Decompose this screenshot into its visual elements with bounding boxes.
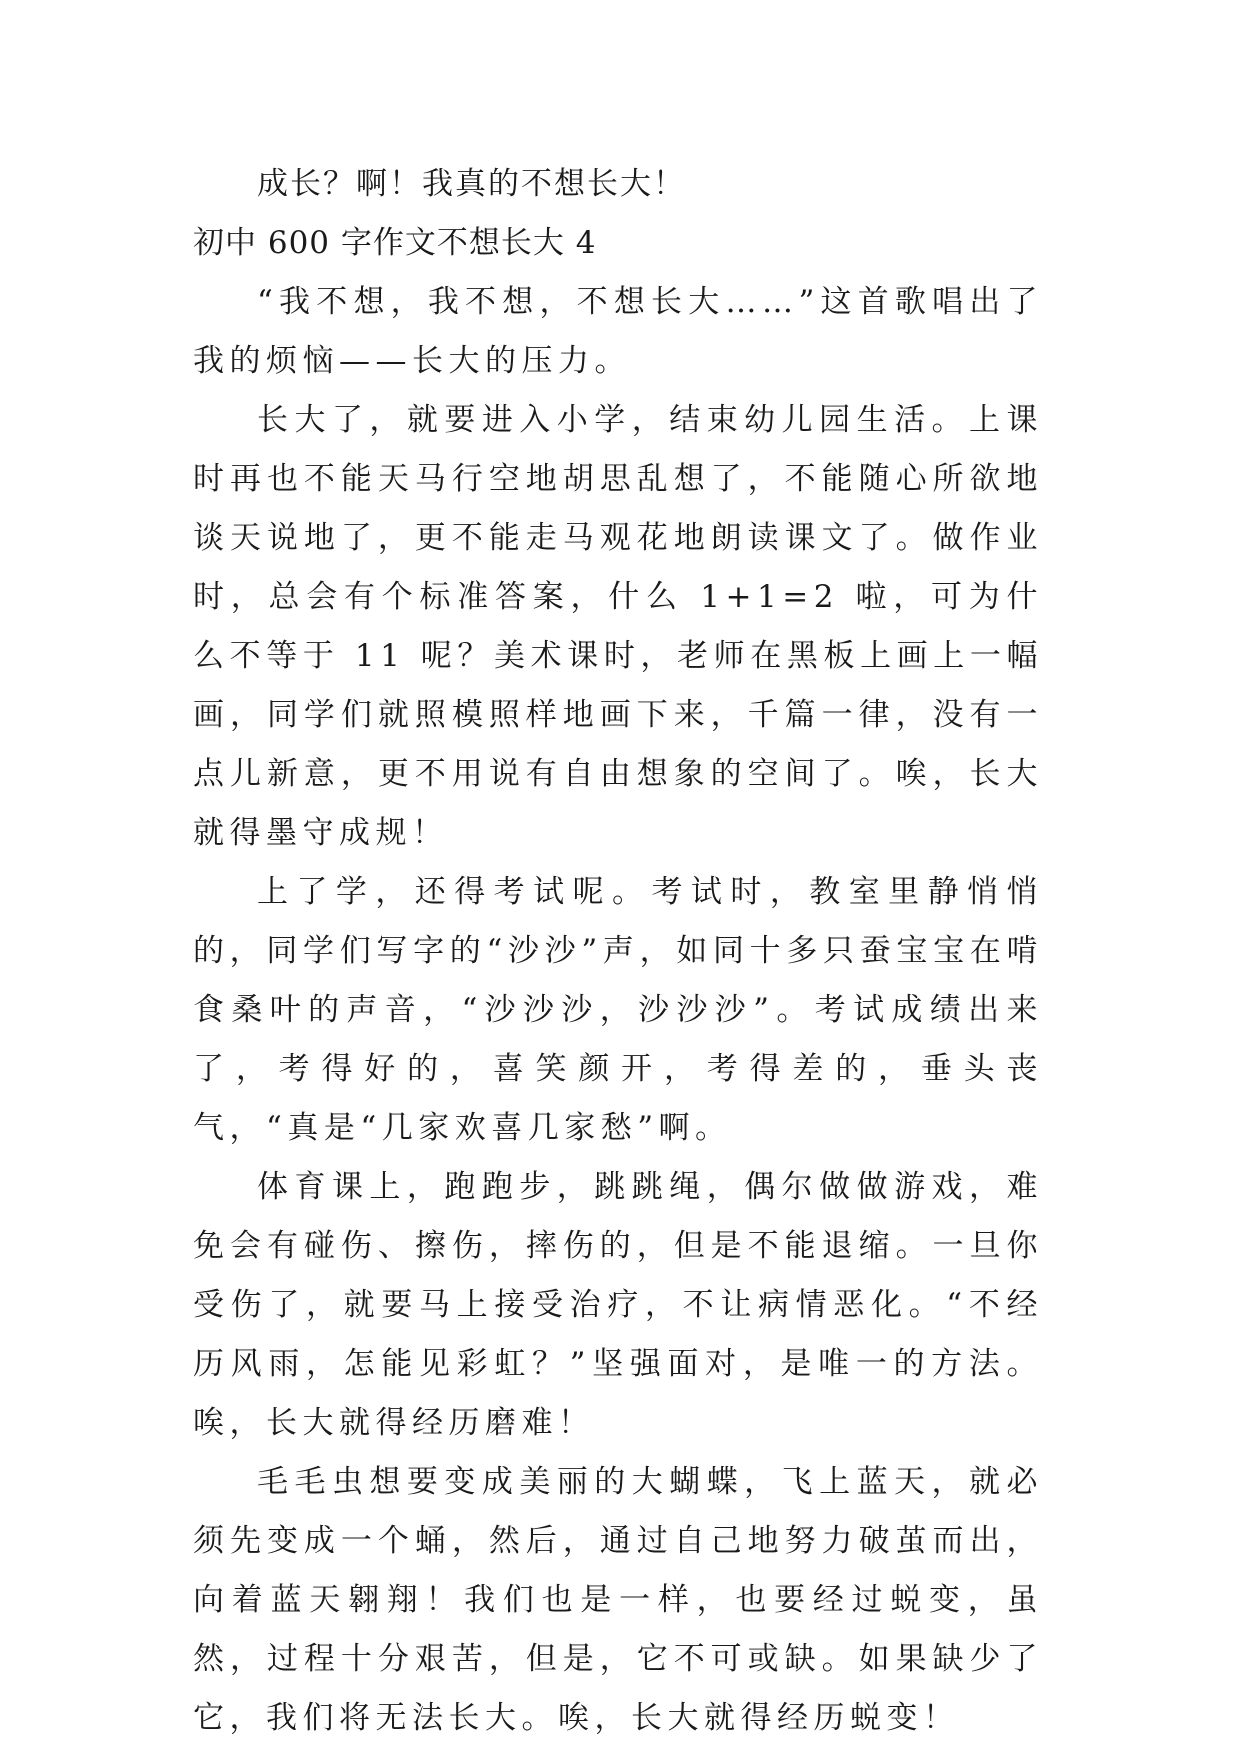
paragraph-3: 上了学，还得考试呢。考试时，教室里静悄悄的，同学们写字的“沙沙”声，如同十多只蚕宝宝在啃食桑叶的声音，“沙沙沙，沙沙沙”。考试成绩出来了，考得好的，喜笑颜开，考得差的，垂头丧气，“真是“几家欢喜几家愁”啊。 (193, 874, 1043, 1146)
paragraph-5: 毛毛虫想要变成美丽的大蝴蝶，飞上蓝天，就必须先变成一个蛹，然后，通过自己地努力破茧而出，向着蓝天翱翔！我们也是一样，也要经过蜕变，虽然，过程十分艰苦，但是，它不可或缺。如果缺少了它，我们将无法长大。唉，长大就得经历蜕变！ (193, 1464, 1043, 1736)
paragraph-1: “我不想，我不想，不想长大……”这首歌唱出了我的烦恼——长大的压力。 (193, 284, 1043, 379)
document-body (193, 155, 1043, 1748)
closing-line: 成长？啊！我真的不想长大！ (257, 166, 686, 202)
paragraph-2: 长大了，就要进入小学，结束幼儿园生活。上课时再也不能天马行空地胡思乱想了，不能随心所欲地谈天说地了，更不能走马观花地朗读课文了。做作业时，总会有个标准答案，什么 1+1=2 啦，可为什么不等于 11 呢？美术课时，老师在黑板上画上一幅画，同学们就照模照样地画下来，千篇一律，没有一点儿新意，更不用说有自由想象的空间了。唉，长大就得墨守成规！ (193, 402, 1043, 851)
paragraph-4: 体育课上，跑跑步，跳跳绳，偶尔做做游戏，难免会有碰伤、擦伤，摔伤的，但是不能退缩。一旦你受伤了，就要马上接受治疗，不让病情恶化。“不经历风雨，怎能见彩虹？”坚强面对，是唯一的方法。唉，长大就得经历磨难！ (193, 1169, 1043, 1441)
essay-title: 初中 600 字作文不想长大 4 (193, 225, 597, 261)
